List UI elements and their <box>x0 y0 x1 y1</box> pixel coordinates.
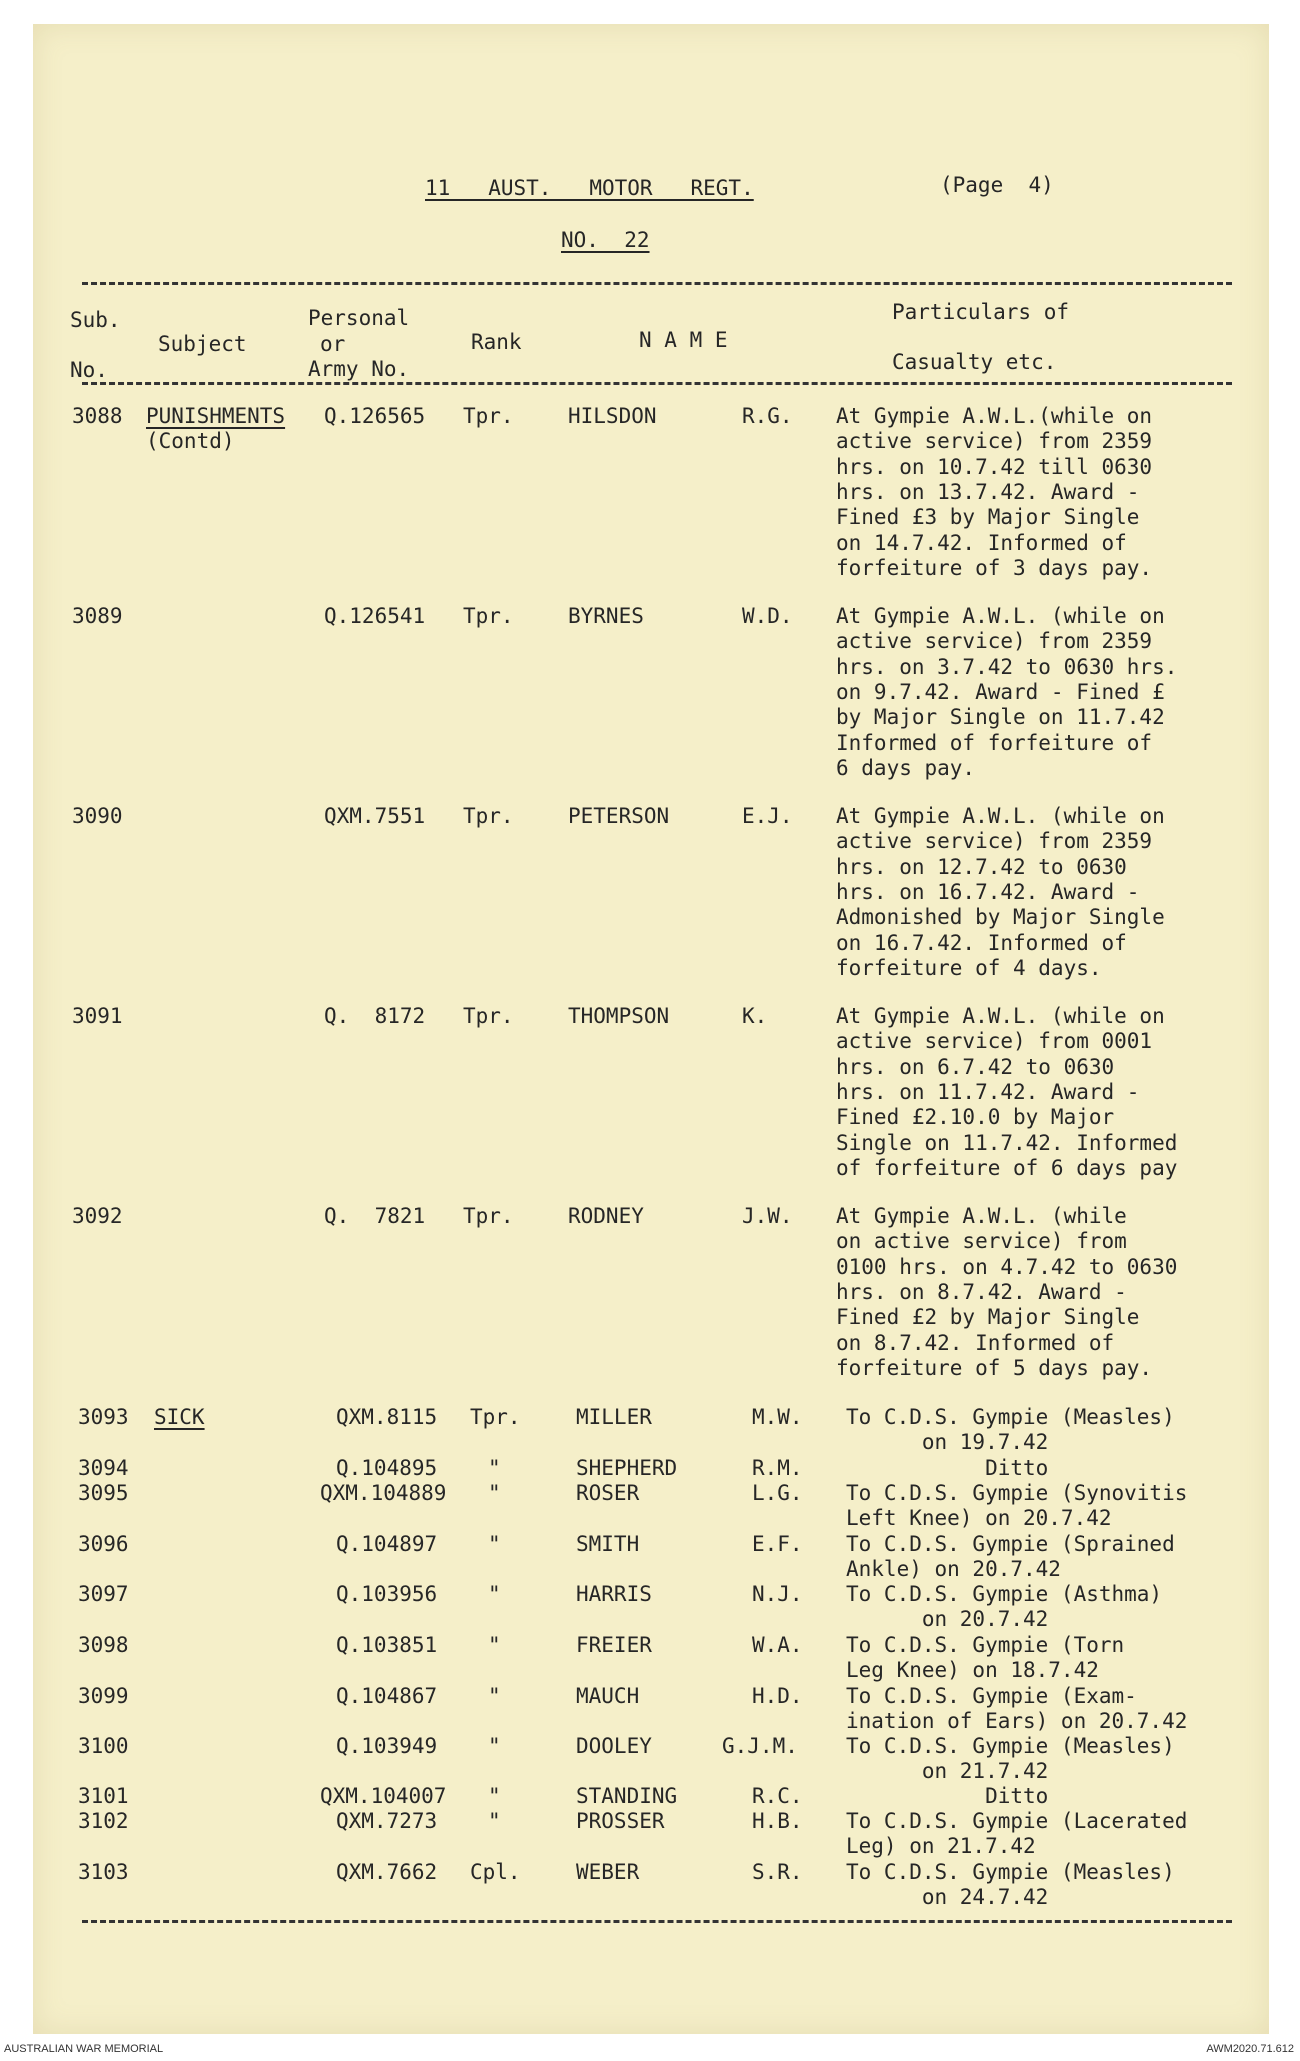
particulars-line: Ankle) on 20.7.42 <box>846 1557 1061 1581</box>
particulars-line: active service) from 2359 <box>836 429 1153 454</box>
particulars-line: forfeiture of 4 days. <box>836 955 1102 980</box>
rank: Tpr. <box>463 804 514 828</box>
particulars-line: on active service) from <box>836 1229 1127 1254</box>
particulars-line: Leg) on 21.7.42 <box>846 1834 1036 1858</box>
col-no-label: No. <box>70 358 108 382</box>
particulars-line: hrs. on 16.7.42. Award - <box>836 879 1140 904</box>
particulars-line: Leg Knee) on 18.7.42 <box>846 1658 1099 1682</box>
rank: " <box>488 1784 501 1808</box>
initials: R.C. <box>752 1784 803 1808</box>
particulars-line: At Gympie A.W.L. (while on <box>836 1004 1165 1028</box>
particulars-line: hrs. on 6.7.42 to 0630 <box>836 1054 1115 1079</box>
initials: H.D. <box>752 1684 803 1708</box>
army-number: Q.104895 <box>336 1456 438 1480</box>
surname: BYRNES <box>568 604 644 628</box>
initials: G.J.M. <box>722 1734 798 1758</box>
initials: K. <box>742 1004 768 1028</box>
particulars-line: To C.D.S. Gympie (Measles) <box>846 1860 1175 1884</box>
particulars-line: 0100 hrs. on 4.7.42 to 0630 <box>836 1254 1178 1279</box>
initials: S.R. <box>752 1860 803 1884</box>
particulars-line: active service) from 0001 <box>836 1029 1153 1054</box>
particulars-line: To C.D.S. Gympie (Lacerated <box>846 1809 1188 1833</box>
particulars-line: hrs. on 11.7.42. Award - <box>836 1079 1140 1104</box>
army-number: Q.103949 <box>336 1734 438 1758</box>
col-rank-label: Rank <box>471 330 522 354</box>
particulars-line: At Gympie A.W.L.(while on <box>836 404 1153 428</box>
rank: " <box>488 1684 501 1708</box>
initials: W.A. <box>752 1633 803 1657</box>
sub-number: 3102 <box>78 1809 129 1833</box>
army-number: Q.103851 <box>336 1633 438 1657</box>
surname: PETERSON <box>568 804 670 828</box>
particulars-line: 6 days pay. <box>836 755 976 780</box>
sub-number: 3092 <box>72 1204 123 1228</box>
particulars-line: on 24.7.42 <box>846 1885 1049 1909</box>
sub-number: 3089 <box>72 604 123 628</box>
particulars-line: on 20.7.42 <box>846 1607 1049 1631</box>
rank: Tpr. <box>463 1004 514 1028</box>
particulars-line: Single on 11.7.42. Informed <box>836 1130 1178 1155</box>
unit-title: 11 AUST. MOTOR REGT. <box>425 176 754 200</box>
army-number: Q. 7821 <box>324 1204 426 1228</box>
army-number: QXM.7662 <box>336 1860 438 1884</box>
initials: E.J. <box>742 804 793 828</box>
particulars-line: on 14.7.42. Informed of <box>836 530 1127 555</box>
rank: " <box>488 1734 501 1758</box>
particulars-line: active service) from 2359 <box>836 629 1153 654</box>
sub-number: 3103 <box>78 1860 129 1884</box>
surname: WEBER <box>576 1860 640 1884</box>
particulars-line: forfeiture of 3 days pay. <box>836 555 1153 580</box>
particulars-line: on 16.7.42. Informed of <box>836 930 1127 955</box>
army-number: QXM.7273 <box>336 1809 438 1833</box>
initials: N.J. <box>752 1582 803 1606</box>
surname: FREIER <box>576 1633 652 1657</box>
sub-number: 3094 <box>78 1456 129 1480</box>
particulars-line: on 19.7.42 <box>846 1430 1049 1454</box>
particulars-line: on 21.7.42 <box>846 1759 1049 1783</box>
rank: Cpl. <box>470 1860 521 1884</box>
col-or-label: or <box>320 332 346 356</box>
army-number: QXM.104007 <box>320 1784 447 1808</box>
initials: R.G. <box>742 404 793 428</box>
particulars-line: hrs. on 8.7.42. Award - <box>836 1279 1127 1304</box>
footer-reference: AWM2020.71.612 <box>1206 2043 1294 2055</box>
surname: SMITH <box>576 1532 640 1556</box>
sub-number: 3091 <box>72 1004 123 1028</box>
surname: SHEPHERD <box>576 1456 678 1480</box>
sub-number: 3096 <box>78 1532 129 1556</box>
army-number: Q.104897 <box>336 1532 438 1556</box>
col-subject-label: Subject <box>158 332 247 356</box>
rank: " <box>488 1582 501 1606</box>
footer-source: AUSTRALIAN WAR MEMORIAL <box>4 2043 164 2055</box>
particulars-line: To C.D.S. Gympie (Sprained <box>846 1532 1175 1556</box>
sub-number: 3093 <box>78 1405 129 1429</box>
surname: STANDING <box>576 1784 678 1808</box>
rank: Tpr. <box>463 404 514 428</box>
particulars-line: hrs. on 3.7.42 to 0630 hrs. <box>836 654 1178 679</box>
particulars-line: hrs. on 13.7.42. Award - <box>836 479 1140 504</box>
sub-number: 3097 <box>78 1582 129 1606</box>
particulars-line: on 8.7.42. Informed of <box>836 1330 1115 1355</box>
page-label: (Page 4) <box>940 173 1054 197</box>
rank: Tpr. <box>463 604 514 628</box>
sub-number: 3098 <box>78 1633 129 1657</box>
particulars-line: Ditto <box>846 1456 1049 1480</box>
army-number: QXM.104889 <box>320 1481 447 1505</box>
surname: ROSER <box>576 1481 640 1505</box>
particulars-line: Admonished by Major Single <box>836 905 1165 930</box>
particulars-line: Informed of forfeiture of <box>836 730 1153 755</box>
initials: J.W. <box>742 1204 793 1228</box>
particulars-line: Fined £2.10.0 by Major <box>836 1105 1115 1130</box>
particulars-line: of forfeiture of 6 days pay <box>836 1155 1178 1180</box>
army-number: Q.103956 <box>336 1582 438 1606</box>
particulars-line: active service) from 2359 <box>836 829 1153 854</box>
surname: DOOLEY <box>576 1734 652 1758</box>
particulars-line: At Gympie A.W.L. (while on <box>836 804 1165 828</box>
particulars-line: To C.D.S. Gympie (Exam- <box>846 1684 1137 1708</box>
footer-bar <box>0 2040 1300 2061</box>
particulars-line: hrs. on 12.7.42 to 0630 <box>836 854 1127 879</box>
surname: RODNEY <box>568 1204 644 1228</box>
particulars-line: hrs. on 10.7.42 till 0630 <box>836 454 1153 479</box>
col-casualty-label: Casualty etc. <box>892 350 1057 374</box>
particulars-line: To C.D.S. Gympie (Asthma) <box>846 1582 1163 1606</box>
army-number: QXM.7551 <box>324 804 426 828</box>
col-name-label: N A M E <box>639 328 728 352</box>
col-personal-label: Personal <box>308 306 410 330</box>
col-armyno-label: Army No. <box>308 357 410 381</box>
army-number: Q.126541 <box>324 604 426 628</box>
rank: " <box>488 1633 501 1657</box>
particulars-line: To C.D.S. Gympie (Synovitis <box>846 1481 1188 1505</box>
rank: " <box>488 1481 501 1505</box>
surname: HARRIS <box>576 1582 652 1606</box>
rank: Tpr. <box>470 1405 521 1429</box>
sub-number: 3095 <box>78 1481 129 1505</box>
subject-heading: SICK <box>154 1405 205 1429</box>
particulars-line: To C.D.S. Gympie (Torn <box>846 1633 1125 1657</box>
particulars-line: At Gympie A.W.L. (while <box>836 1204 1127 1228</box>
army-number: Q.126565 <box>324 404 426 428</box>
sub-number: 3101 <box>78 1784 129 1808</box>
initials: L.G. <box>752 1481 803 1505</box>
subject-heading: PUNISHMENTS <box>146 404 286 428</box>
rank: Tpr. <box>463 1204 514 1228</box>
surname: PROSSER <box>576 1809 665 1833</box>
order-number: NO. 22 <box>561 228 650 252</box>
sub-number: 3099 <box>78 1684 129 1708</box>
army-number: QXM.8115 <box>336 1405 438 1429</box>
subject-contd: (Contd) <box>146 429 235 453</box>
initials: E.F. <box>752 1532 803 1556</box>
initials: R.M. <box>752 1456 803 1480</box>
sub-number: 3088 <box>72 404 123 428</box>
bottom-divider <box>82 1920 1232 1923</box>
surname: MILLER <box>576 1405 652 1429</box>
particulars-line: Left Knee) on 20.7.42 <box>846 1506 1112 1530</box>
particulars-line: by Major Single on 11.7.42 <box>836 705 1165 730</box>
col-particulars-label: Particulars of <box>892 300 1070 324</box>
surname: MAUCH <box>576 1684 640 1708</box>
initials: H.B. <box>752 1809 803 1833</box>
sub-number: 3100 <box>78 1734 129 1758</box>
sub-number: 3090 <box>72 804 123 828</box>
particulars-line: To C.D.S. Gympie (Measles) <box>846 1405 1175 1429</box>
particulars-line: forfeiture of 5 days pay. <box>836 1355 1153 1380</box>
particulars-line: ination of Ears) on 20.7.42 <box>846 1709 1188 1733</box>
surname: THOMPSON <box>568 1004 670 1028</box>
particulars-line: Fined £3 by Major Single <box>836 505 1140 530</box>
col-sub-label: Sub. <box>70 308 121 332</box>
particulars-line: Fined £2 by Major Single <box>836 1305 1140 1330</box>
rank: " <box>488 1809 501 1833</box>
particulars-line: Ditto <box>846 1784 1049 1808</box>
rank: " <box>488 1532 501 1556</box>
particulars-line: To C.D.S. Gympie (Measles) <box>846 1734 1175 1758</box>
initials: M.W. <box>752 1405 803 1429</box>
surname: HILSDON <box>568 404 657 428</box>
rank: " <box>488 1456 501 1480</box>
particulars-line: on 9.7.42. Award - Fined £ <box>836 679 1165 704</box>
army-number: Q.104867 <box>336 1684 438 1708</box>
army-number: Q. 8172 <box>324 1004 426 1028</box>
particulars-line: At Gympie A.W.L. (while on <box>836 604 1165 628</box>
header-divider <box>82 382 1232 385</box>
top-divider <box>82 282 1232 285</box>
initials: W.D. <box>742 604 793 628</box>
